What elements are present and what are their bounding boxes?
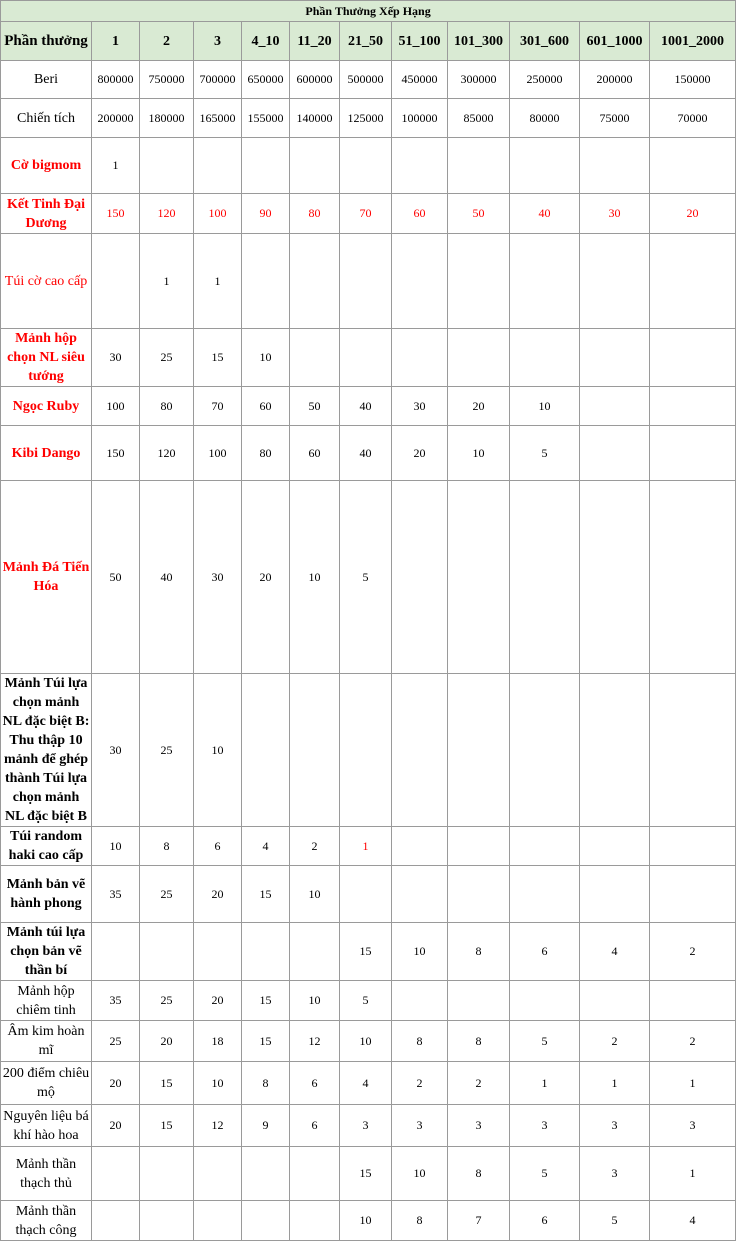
table-row: [1, 923, 736, 981]
cell-rank-7: 8: [448, 923, 510, 981]
table-row: [1, 1021, 736, 1062]
cell-rank-8: 80000: [510, 99, 580, 138]
cell-rank-10: [650, 387, 736, 426]
cell-rank-8: [510, 138, 580, 194]
cell-rank-10: [650, 981, 736, 1021]
table-row: [1, 1105, 736, 1147]
cell-rank-10: [650, 234, 736, 329]
cell-rank-2: 30: [194, 481, 242, 674]
cell-rank-3: 8: [242, 1062, 290, 1105]
cell-rank-9: [580, 329, 650, 387]
cell-rank-1: 15: [140, 1062, 194, 1105]
cell-rank-0: 150: [92, 194, 140, 234]
cell-rank-8: 6: [510, 923, 580, 981]
cell-rank-2: [194, 923, 242, 981]
cell-rank-5: 70: [340, 194, 392, 234]
cell-rank-7: 2: [448, 1062, 510, 1105]
cell-rank-5: [340, 866, 392, 923]
table-row: [1, 387, 736, 426]
cell-rank-10: [650, 329, 736, 387]
cell-rank-9: 30: [580, 194, 650, 234]
row-label: Mảnh thần thạch thủ: [1, 1147, 92, 1201]
cell-rank-5: 5: [340, 481, 392, 674]
header-rank-8: 301_600: [510, 22, 580, 61]
cell-rank-9: 4: [580, 923, 650, 981]
row-label: Cờ bigmom: [1, 138, 92, 194]
cell-rank-10: [650, 866, 736, 923]
row-label: Kibi Dango: [1, 426, 92, 481]
cell-rank-9: 75000: [580, 99, 650, 138]
cell-rank-9: 3: [580, 1105, 650, 1147]
cell-rank-10: 2: [650, 1021, 736, 1062]
cell-rank-7: 8: [448, 1147, 510, 1201]
cell-rank-6: 20: [392, 426, 448, 481]
cell-rank-2: [194, 1147, 242, 1201]
cell-rank-8: 6: [510, 1201, 580, 1241]
cell-rank-4: 2: [290, 827, 340, 866]
cell-rank-7: 10: [448, 426, 510, 481]
cell-rank-1: 750000: [140, 61, 194, 99]
cell-rank-0: 25: [92, 1021, 140, 1062]
cell-rank-7: [448, 234, 510, 329]
header-rank-10: 1001_2000: [650, 22, 736, 61]
cell-rank-0: [92, 1201, 140, 1241]
row-label: Mảnh Đá Tiến Hóa: [1, 481, 92, 674]
cell-rank-8: [510, 329, 580, 387]
cell-rank-6: [392, 981, 448, 1021]
cell-rank-8: 3: [510, 1105, 580, 1147]
cell-rank-3: 9: [242, 1105, 290, 1147]
cell-rank-7: [448, 329, 510, 387]
cell-rank-9: 2: [580, 1021, 650, 1062]
table-row: [1, 1147, 736, 1201]
cell-rank-0: [92, 234, 140, 329]
row-label: Chiến tích: [1, 99, 92, 138]
cell-rank-5: 3: [340, 1105, 392, 1147]
cell-rank-2: 100: [194, 194, 242, 234]
cell-rank-1: 15: [140, 1105, 194, 1147]
cell-rank-8: [510, 234, 580, 329]
cell-rank-2: 15: [194, 329, 242, 387]
cell-rank-8: 10: [510, 387, 580, 426]
cell-rank-2: 20: [194, 866, 242, 923]
cell-rank-7: 85000: [448, 99, 510, 138]
cell-rank-4: 6: [290, 1062, 340, 1105]
cell-rank-10: 1: [650, 1062, 736, 1105]
table-row: [1, 138, 736, 194]
table-row: [1, 866, 736, 923]
cell-rank-7: 8: [448, 1021, 510, 1062]
cell-rank-10: 4: [650, 1201, 736, 1241]
header-rank-6: 51_100: [392, 22, 448, 61]
cell-rank-1: [140, 138, 194, 194]
table-row: [1, 674, 736, 827]
cell-rank-6: 30: [392, 387, 448, 426]
cell-rank-7: [448, 481, 510, 674]
cell-rank-4: [290, 234, 340, 329]
cell-rank-3: 15: [242, 981, 290, 1021]
cell-rank-2: [194, 138, 242, 194]
cell-rank-1: 120: [140, 194, 194, 234]
cell-rank-10: [650, 674, 736, 827]
cell-rank-6: [392, 481, 448, 674]
row-label: Mảnh bản vẽ hành phong: [1, 866, 92, 923]
cell-rank-4: [290, 138, 340, 194]
cell-rank-10: 3: [650, 1105, 736, 1147]
cell-rank-8: [510, 481, 580, 674]
cell-rank-7: 3: [448, 1105, 510, 1147]
cell-rank-6: [392, 866, 448, 923]
cell-rank-6: [392, 827, 448, 866]
cell-rank-0: 30: [92, 674, 140, 827]
row-label: Mảnh hộp chiêm tinh: [1, 981, 92, 1021]
cell-rank-5: 5: [340, 981, 392, 1021]
header-rank-1: 2: [140, 22, 194, 61]
cell-rank-8: [510, 674, 580, 827]
cell-rank-0: 35: [92, 866, 140, 923]
header-rank-2: 3: [194, 22, 242, 61]
cell-rank-6: 2: [392, 1062, 448, 1105]
cell-rank-6: 10: [392, 923, 448, 981]
cell-rank-4: [290, 674, 340, 827]
cell-rank-0: 800000: [92, 61, 140, 99]
cell-rank-1: 25: [140, 674, 194, 827]
cell-rank-0: 35: [92, 981, 140, 1021]
cell-rank-5: [340, 674, 392, 827]
cell-rank-7: [448, 138, 510, 194]
table-row: [1, 426, 736, 481]
cell-rank-7: 7: [448, 1201, 510, 1241]
cell-rank-2: 10: [194, 1062, 242, 1105]
cell-rank-3: 90: [242, 194, 290, 234]
cell-rank-8: 5: [510, 1021, 580, 1062]
row-label: Kết Tinh Đại Dương: [1, 194, 92, 234]
cell-rank-1: [140, 1201, 194, 1241]
cell-rank-3: 10: [242, 329, 290, 387]
cell-rank-2: 18: [194, 1021, 242, 1062]
cell-rank-9: [580, 674, 650, 827]
table-row: [1, 1201, 736, 1241]
cell-rank-2: 12: [194, 1105, 242, 1147]
cell-rank-5: [340, 329, 392, 387]
cell-rank-0: 50: [92, 481, 140, 674]
cell-rank-6: [392, 138, 448, 194]
cell-rank-9: [580, 866, 650, 923]
cell-rank-4: 10: [290, 481, 340, 674]
cell-rank-0: 20: [92, 1062, 140, 1105]
header-rank-3: 4_10: [242, 22, 290, 61]
row-label: Beri: [1, 61, 92, 99]
cell-rank-6: 100000: [392, 99, 448, 138]
cell-rank-5: 15: [340, 1147, 392, 1201]
cell-rank-6: 8: [392, 1201, 448, 1241]
table-row: [1, 234, 736, 329]
cell-rank-6: 450000: [392, 61, 448, 99]
cell-rank-4: 10: [290, 981, 340, 1021]
cell-rank-5: 10: [340, 1021, 392, 1062]
header-rank-0: 1: [92, 22, 140, 61]
row-label: Ngọc Ruby: [1, 387, 92, 426]
cell-rank-0: [92, 1147, 140, 1201]
header-rank-4: 11_20: [290, 22, 340, 61]
cell-rank-7: 50: [448, 194, 510, 234]
cell-rank-8: [510, 981, 580, 1021]
cell-rank-7: 300000: [448, 61, 510, 99]
row-label: Mảnh túi lựa chọn bản vẽ thần bí: [1, 923, 92, 981]
cell-rank-1: [140, 1147, 194, 1201]
cell-rank-8: 5: [510, 426, 580, 481]
cell-rank-6: 3: [392, 1105, 448, 1147]
header-rank-7: 101_300: [448, 22, 510, 61]
cell-rank-3: 60: [242, 387, 290, 426]
cell-rank-9: 3: [580, 1147, 650, 1201]
cell-rank-3: [242, 674, 290, 827]
header-rank-9: 601_1000: [580, 22, 650, 61]
cell-rank-2: 1: [194, 234, 242, 329]
cell-rank-3: 4: [242, 827, 290, 866]
cell-rank-7: 20: [448, 387, 510, 426]
cell-rank-2: 70: [194, 387, 242, 426]
cell-rank-8: 1: [510, 1062, 580, 1105]
cell-rank-5: 40: [340, 387, 392, 426]
cell-rank-5: [340, 234, 392, 329]
cell-rank-4: [290, 329, 340, 387]
cell-rank-9: [580, 827, 650, 866]
row-label: 200 điểm chiêu mộ: [1, 1062, 92, 1105]
cell-rank-3: [242, 1201, 290, 1241]
cell-rank-3: [242, 234, 290, 329]
cell-rank-10: [650, 827, 736, 866]
cell-rank-5: 1: [340, 827, 392, 866]
cell-rank-8: [510, 827, 580, 866]
table-row: [1, 99, 736, 138]
cell-rank-8: 5: [510, 1147, 580, 1201]
title-row: [1, 1, 736, 22]
cell-rank-9: 1: [580, 1062, 650, 1105]
cell-rank-0: 1: [92, 138, 140, 194]
cell-rank-4: 600000: [290, 61, 340, 99]
cell-rank-4: 6: [290, 1105, 340, 1147]
header-label: Phần thưởng: [1, 22, 92, 61]
cell-rank-0: 30: [92, 329, 140, 387]
cell-rank-1: 25: [140, 866, 194, 923]
cell-rank-5: [340, 138, 392, 194]
cell-rank-7: [448, 674, 510, 827]
cell-rank-3: 650000: [242, 61, 290, 99]
cell-rank-4: [290, 1201, 340, 1241]
row-label: Túi random haki cao cấp: [1, 827, 92, 866]
cell-rank-1: 20: [140, 1021, 194, 1062]
cell-rank-4: 12: [290, 1021, 340, 1062]
cell-rank-9: 5: [580, 1201, 650, 1241]
cell-rank-0: [92, 923, 140, 981]
cell-rank-7: [448, 827, 510, 866]
cell-rank-9: [580, 981, 650, 1021]
cell-rank-3: [242, 1147, 290, 1201]
cell-rank-5: 4: [340, 1062, 392, 1105]
cell-rank-3: 15: [242, 866, 290, 923]
cell-rank-1: 80: [140, 387, 194, 426]
cell-rank-1: 8: [140, 827, 194, 866]
cell-rank-1: 1: [140, 234, 194, 329]
table-title: Phần Thưởng Xếp Hạng: [1, 1, 736, 22]
cell-rank-3: [242, 138, 290, 194]
cell-rank-9: [580, 481, 650, 674]
cell-rank-8: [510, 866, 580, 923]
cell-rank-4: 140000: [290, 99, 340, 138]
cell-rank-6: [392, 234, 448, 329]
header-rank-5: 21_50: [340, 22, 392, 61]
cell-rank-9: [580, 138, 650, 194]
cell-rank-8: 40: [510, 194, 580, 234]
cell-rank-10: 20: [650, 194, 736, 234]
cell-rank-3: 20: [242, 481, 290, 674]
cell-rank-8: 250000: [510, 61, 580, 99]
cell-rank-5: 10: [340, 1201, 392, 1241]
cell-rank-1: [140, 923, 194, 981]
cell-rank-6: 60: [392, 194, 448, 234]
cell-rank-3: 155000: [242, 99, 290, 138]
table-row: [1, 827, 736, 866]
cell-rank-5: 125000: [340, 99, 392, 138]
cell-rank-7: [448, 981, 510, 1021]
cell-rank-1: 25: [140, 981, 194, 1021]
cell-rank-4: 60: [290, 426, 340, 481]
cell-rank-2: 6: [194, 827, 242, 866]
table-row: [1, 1062, 736, 1105]
table-row: [1, 194, 736, 234]
cell-rank-10: 150000: [650, 61, 736, 99]
cell-rank-10: 1: [650, 1147, 736, 1201]
cell-rank-9: [580, 387, 650, 426]
cell-rank-9: 200000: [580, 61, 650, 99]
cell-rank-7: [448, 866, 510, 923]
cell-rank-5: 500000: [340, 61, 392, 99]
row-label: Nguyên liệu bá khí hào hoa: [1, 1105, 92, 1147]
table-row: [1, 329, 736, 387]
cell-rank-10: 2: [650, 923, 736, 981]
cell-rank-2: 100: [194, 426, 242, 481]
cell-rank-10: [650, 481, 736, 674]
cell-rank-6: [392, 674, 448, 827]
cell-rank-3: [242, 923, 290, 981]
cell-rank-9: [580, 234, 650, 329]
cell-rank-0: 20: [92, 1105, 140, 1147]
cell-rank-4: 80: [290, 194, 340, 234]
cell-rank-4: 10: [290, 866, 340, 923]
row-label: Mảnh Túi lựa chọn mảnh NL đặc biệt B: Thu thập 10 mảnh để ghép thành Túi lựa chọn mảnh NL đặc biệt B: [1, 674, 92, 827]
cell-rank-2: 165000: [194, 99, 242, 138]
cell-rank-6: 8: [392, 1021, 448, 1062]
cell-rank-4: 50: [290, 387, 340, 426]
cell-rank-5: 15: [340, 923, 392, 981]
cell-rank-1: 25: [140, 329, 194, 387]
cell-rank-0: 200000: [92, 99, 140, 138]
table-row: [1, 61, 736, 99]
row-label: Âm kim hoàn mĩ: [1, 1021, 92, 1062]
cell-rank-10: [650, 426, 736, 481]
table-row: [1, 981, 736, 1021]
cell-rank-1: 40: [140, 481, 194, 674]
cell-rank-2: [194, 1201, 242, 1241]
cell-rank-2: 700000: [194, 61, 242, 99]
table-row: [1, 481, 736, 674]
cell-rank-4: [290, 1147, 340, 1201]
row-label: Túi cờ cao cấp: [1, 234, 92, 329]
cell-rank-3: 80: [242, 426, 290, 481]
cell-rank-0: 150: [92, 426, 140, 481]
cell-rank-6: [392, 329, 448, 387]
cell-rank-0: 10: [92, 827, 140, 866]
cell-rank-1: 180000: [140, 99, 194, 138]
cell-rank-2: 20: [194, 981, 242, 1021]
cell-rank-9: [580, 426, 650, 481]
cell-rank-5: 40: [340, 426, 392, 481]
cell-rank-10: [650, 138, 736, 194]
cell-rank-6: 10: [392, 1147, 448, 1201]
cell-rank-10: 70000: [650, 99, 736, 138]
row-label: Mảnh thần thạch công: [1, 1201, 92, 1241]
cell-rank-0: 100: [92, 387, 140, 426]
header-row: [1, 22, 736, 61]
cell-rank-1: 120: [140, 426, 194, 481]
row-label: Mảnh hộp chọn NL siêu tướng: [1, 329, 92, 387]
cell-rank-4: [290, 923, 340, 981]
cell-rank-3: 15: [242, 1021, 290, 1062]
cell-rank-2: 10: [194, 674, 242, 827]
